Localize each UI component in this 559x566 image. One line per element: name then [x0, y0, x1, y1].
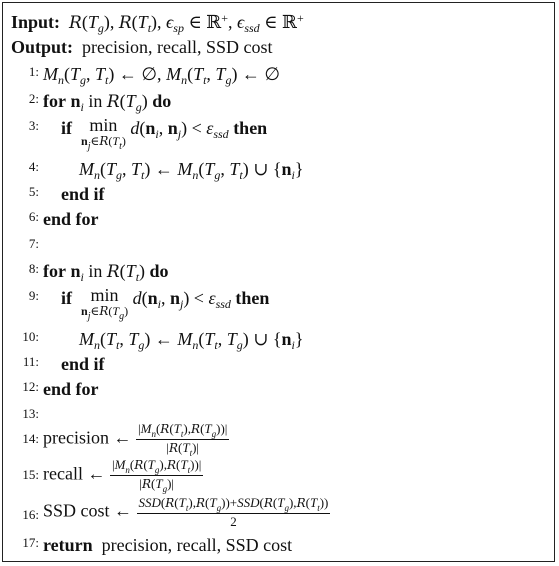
line-number: 8:: [28, 261, 39, 276]
line-number: 16:: [22, 507, 39, 522]
line-number: 2:: [28, 91, 39, 106]
line-number: 1:: [28, 64, 39, 79]
input-label: Input:: [11, 12, 61, 32]
output-label: Output:: [11, 37, 74, 57]
line-number: 17:: [22, 535, 39, 550]
output-text: precision, recall, SSD cost: [82, 37, 273, 57]
algorithm-box: Input: $R(T_g)$, $R(T_t)$, $\epsilon_{sp}$ ∈ ℝ+, $\epsilon_{ssd}$ ∈ ℝ+ Output: precision, recall, SSD cost 1: $M_n(T_g$, $T_t$) ← ∅, $M_n(T_t$, $T_g$) ← ∅ 2: for $n_i$ in $R(T_g)$ do 3: if min $n_j\in R(T_t)$ $d(n_i$, $n_j) < \varepsilon_{ssd}$ then 4: $M_n(T_g$, $T_t$) ← $M_n(T_g$, $T_t$) ∪ $\{n_i\}$ 5: end if 6: end for 7: 8: for $n_i$ in $R(T_t)$ do 9: if min $n_j\in R(T_g)$ $d(n_i$, $n_j) < \varepsilon_{ssd}$ then 10: $M_n(T_t$, $T_g$) ← $M_n(T_t$, $T_g$) ∪ $\{n_i\}$ 11: end if 12: end for 13: 14: precision ← $\frac{|M_n(R(T_t),R(T_g))|}{|R(T_t)|}$ 15: recall ← $\frac{|M_n(R(T_g),R(T_t))|}{|R(T_g)|}$ 16: SSD cost ← $SSD(R(T_t),R(T_g))+SSD(R(T_g),R(T_t))$ 2 17: return precision, recall, SSD cost: [2, 2, 555, 562]
output-line: [11, 37, 272, 58]
input-line: Input: $R(T_g)$, $R(T_t)$, $\epsilon_{sp}$ ∈ ℝ+, $\epsilon_{ssd}$ ∈ ℝ+: [11, 11, 304, 35]
line-number: 4:: [28, 159, 39, 174]
line-number: 9:: [28, 288, 39, 303]
line-number: 7:: [28, 236, 39, 251]
line-number: 14:: [22, 431, 39, 446]
line-number: 10:: [22, 329, 39, 344]
line-number: 3:: [28, 118, 39, 133]
line-number: 12:: [22, 379, 39, 394]
line-number: 11:: [22, 354, 39, 369]
line-number: 5:: [28, 184, 39, 199]
line-number: 15:: [22, 467, 39, 482]
line-number: 6:: [28, 209, 39, 224]
line-number: 13:: [22, 406, 39, 421]
